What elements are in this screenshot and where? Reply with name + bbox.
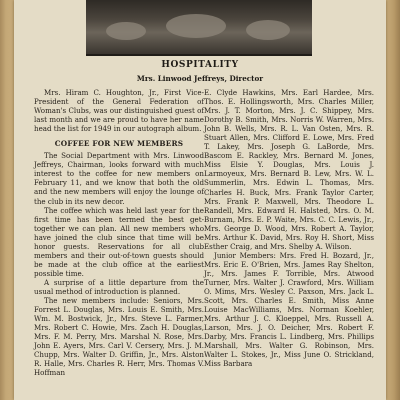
senior-members-continued: E. Clyde Hawkins, Mrs. Earl Hardee, Mrs. Thos. E. Hollingsworth, Mrs. Charles Miller, Mrs. J. T. Morton, Mrs. J. C. Shippey, Mrs. Dorothy B. Smith, Mrs. Norris W. Warren, Mrs. John B. Wells, Mrs. R. L. Van Osten, Mrs. R. Stuart Allen, Mrs. Clifford E. Lowe, Mrs. Fred T. Lakey, Mrs. Joseph G. LaBorde, Mrs. Bascom E. Rackley, Mrs. Bernard M. Jones, Miss Elsie Y. Douglas, Mrs. Louis J. Larmoyeux, Mrs. Bernard B. Lew, Mrs. W. L. Summerlin, Mrs. Edwin L. Thomas, Mrs. Charles H. Buck, Mrs. Frank Taylor Carter, Mrs. Frank P. Maxwell, Mrs. Theodore L. Randell, Mrs. Edward H. Halsted, Mrs. O. M. Burnam, Mrs. E. P. Waite, Mrs. C. C. Lewis, Jr., Mrs. George D. Wood, Mrs. Robert A. Taylor, Mrs. Arthur K. David, Mrs. Roy H. Short, Miss Esther Craig, and Mrs. Shelby A. Wilson. [204, 88, 374, 251]
section-heading: COFFEE FOR NEW MEMBERS [54, 139, 184, 149]
newsletter-clipping [14, 0, 386, 400]
coffee-paragraph-1: The Social Department with Mrs. Linwood Jeffreys, Chairman, looks forward with much interest to the coffee for new members on February 11, and we know that both the old and the new members will enjoy the lounge of the club in its new decor. [34, 151, 204, 206]
lounge-photo [86, 0, 312, 56]
junior-members-paragraph: Junior Members: Mrs. Fred H. Bozard, Jr., Mrs. Eric E. O'Brien, Mrs. James Ray Shelton, Jr., Mrs. James F. Torrible, Mrs. Atwood Turner, Mrs. Walter J. Crawford, Mrs. William O. Mims, Mrs. Wesley C. Paxson, Mrs. Jack L. Scott, Mrs. Charles E. Smith, Miss Anne Louise MacWilliams, Mrs. Norman Koehler, Mrs. Arthur J. C. Kloeppel, Mrs. Russell A. Larson, Mrs. J. O. Deicher, Mrs. Robert F. Darby, Mrs. Francis L. Lindberg, Mrs. Phillips Marshall, Mrs. Walter G. Robinson, Mrs. Walter L. Stokes, Jr., Miss June O. Strickland, Miss Barbara [204, 250, 374, 369]
new-members-paragraph: The new members include: Seniors, Mrs. Forrest L. Douglas, Mrs. Louis E. Smith, Mrs. Wm. M. Bostwick, Jr., Mrs. Steve L. Farmer, Mrs. Robert C. Howie, Mrs. Zach H. Douglas, Mrs. F. M. Perry, Mrs. Marshal N. Rose, Mrs. John E. Ayers, Mrs. Carl V. Cersery, Mrs. J. M. Chupp, Mrs. Walter D. Griffin, Jr., Mrs. Alston R. Halle, Mrs. Charles R. Herr, Mrs. Thomas V. Hoffman [34, 296, 204, 378]
coffee-paragraph-2: The coffee which was held last year for the first time has been termed the best get-together we can plan. All new members who have joined the club since that time will be honor guests. Reservations for all club members and their out-of-town guests should be made at the club office at the earliest possible time. [34, 205, 204, 278]
page-title: HOSPITALITY [161, 60, 239, 70]
left-column [34, 88, 204, 377]
director-line: Mrs. Linwood Jeffreys, Director [136, 74, 264, 83]
coffee-paragraph-3: A surprise of a little departure from the usual method of introduction is planned. [34, 277, 204, 296]
right-column [204, 88, 374, 368]
intro-paragraph: Mrs. Hiram C. Houghton, Jr., First Vice-President of the General Federation of Woman's Clubs, was our distinguished guest of last month and we are proud to have her name head the list for 1949 in our autograph album. [34, 88, 204, 134]
